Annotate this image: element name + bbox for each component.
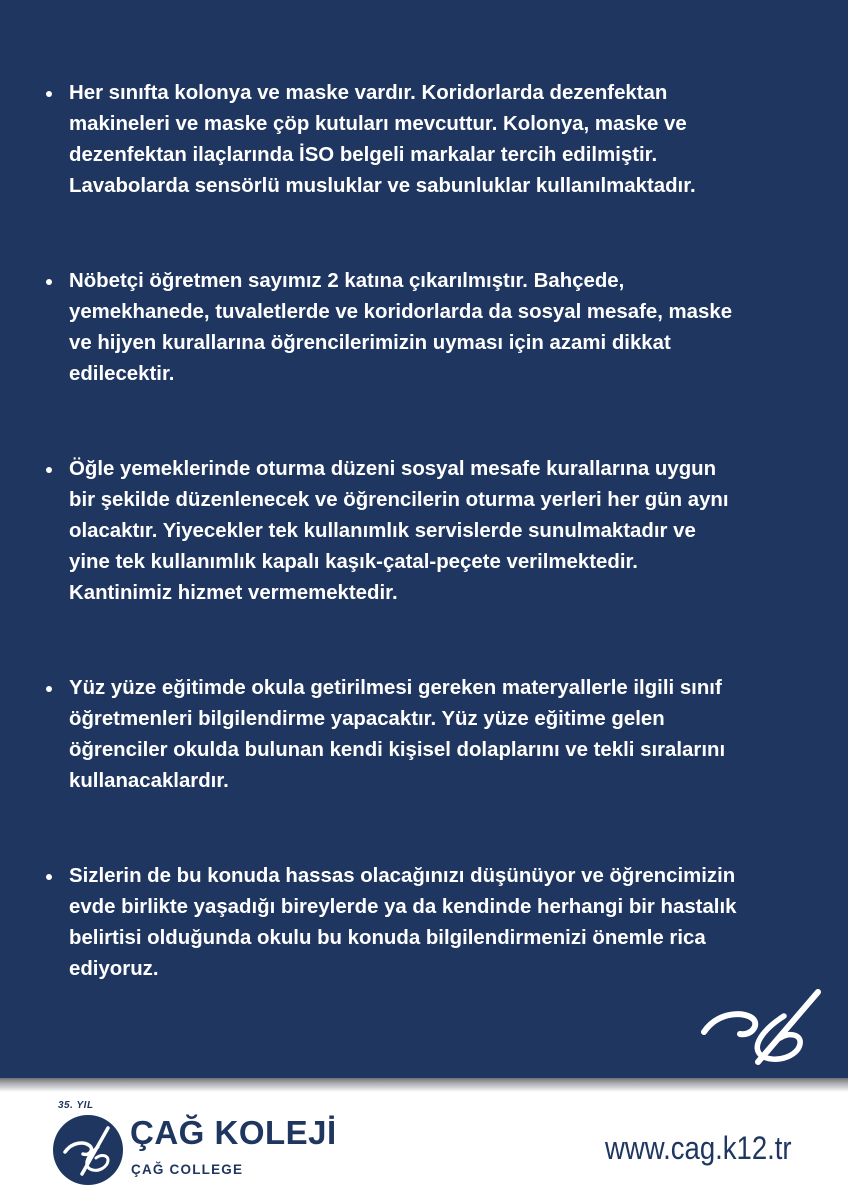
website-link[interactable]: www.cag.k12.tr — [605, 1130, 792, 1166]
school-name: ÇAĞ KOLEJİ — [130, 1114, 337, 1151]
bullet-list — [44, 78, 814, 1049]
bullet-item: Yüz yüze eğitimde okula getirilmesi gereken materyallerle ilgili sınıf öğretmenleri bilgilendirme yapacaktır. Yüz yüze eğitime gelen öğrenciler okulda bulunan kendi kişisel dolaplarını ve tekli sıralarını kullanacaklardır. — [44, 673, 814, 797]
bullet-item: Her sınıfta kolonya ve maske vardır. Koridorlarda dezenfektan makineleri ve maske çöp kutuları mevcuttur. Kolonya, maske ve dezenfektan ilaçlarında İSO belgeli markalar tercih edilmiştir. Lavabolarda sensörlü musluklar ve sabunluklar kullanılmaktadır. — [44, 78, 814, 202]
anniversary-label: 35. YIL — [58, 1100, 94, 1111]
bullet-item: Öğle yemeklerinde oturma düzeni sosyal mesafe kurallarına uygun bir şekilde düzenlenecek ve öğrencilerin oturma yerleri her gün aynı olacaktır. Yiyecekler tek kullanımlık servislerde sunulmaktadır ve yine tek kullanımlık kapalı kaşık-çatal-peçete verilmektedir. Kantinimiz hizmet vermemektedir. — [44, 454, 814, 609]
school-name-english: ÇAĞ COLLEGE — [131, 1162, 244, 1177]
bullet-item: Nöbetçi öğretmen sayımız 2 katına çıkarılmıştır. Bahçede, yemekhanede, tuvaletlerde ve koridorlarda da sosyal mesafe, maske ve hijyen kurallarına öğrencilerimizin uyması için azami dikkat edilecektir. — [44, 266, 814, 390]
school-logo-icon — [52, 1114, 124, 1186]
signature-mark-icon — [700, 986, 825, 1071]
footer — [0, 1092, 848, 1200]
footer-divider — [0, 1078, 848, 1092]
bullet-item: Sizlerin de bu konuda hassas olacağınızı düşünüyor ve öğrencimizin evde birlikte yaşadığı bireylerde ya da kendinde herhangi bir hastalık belirtisi olduğunda okulu bu konuda bilgilendirmenizi önemle rica ediyoruz. — [44, 861, 814, 985]
